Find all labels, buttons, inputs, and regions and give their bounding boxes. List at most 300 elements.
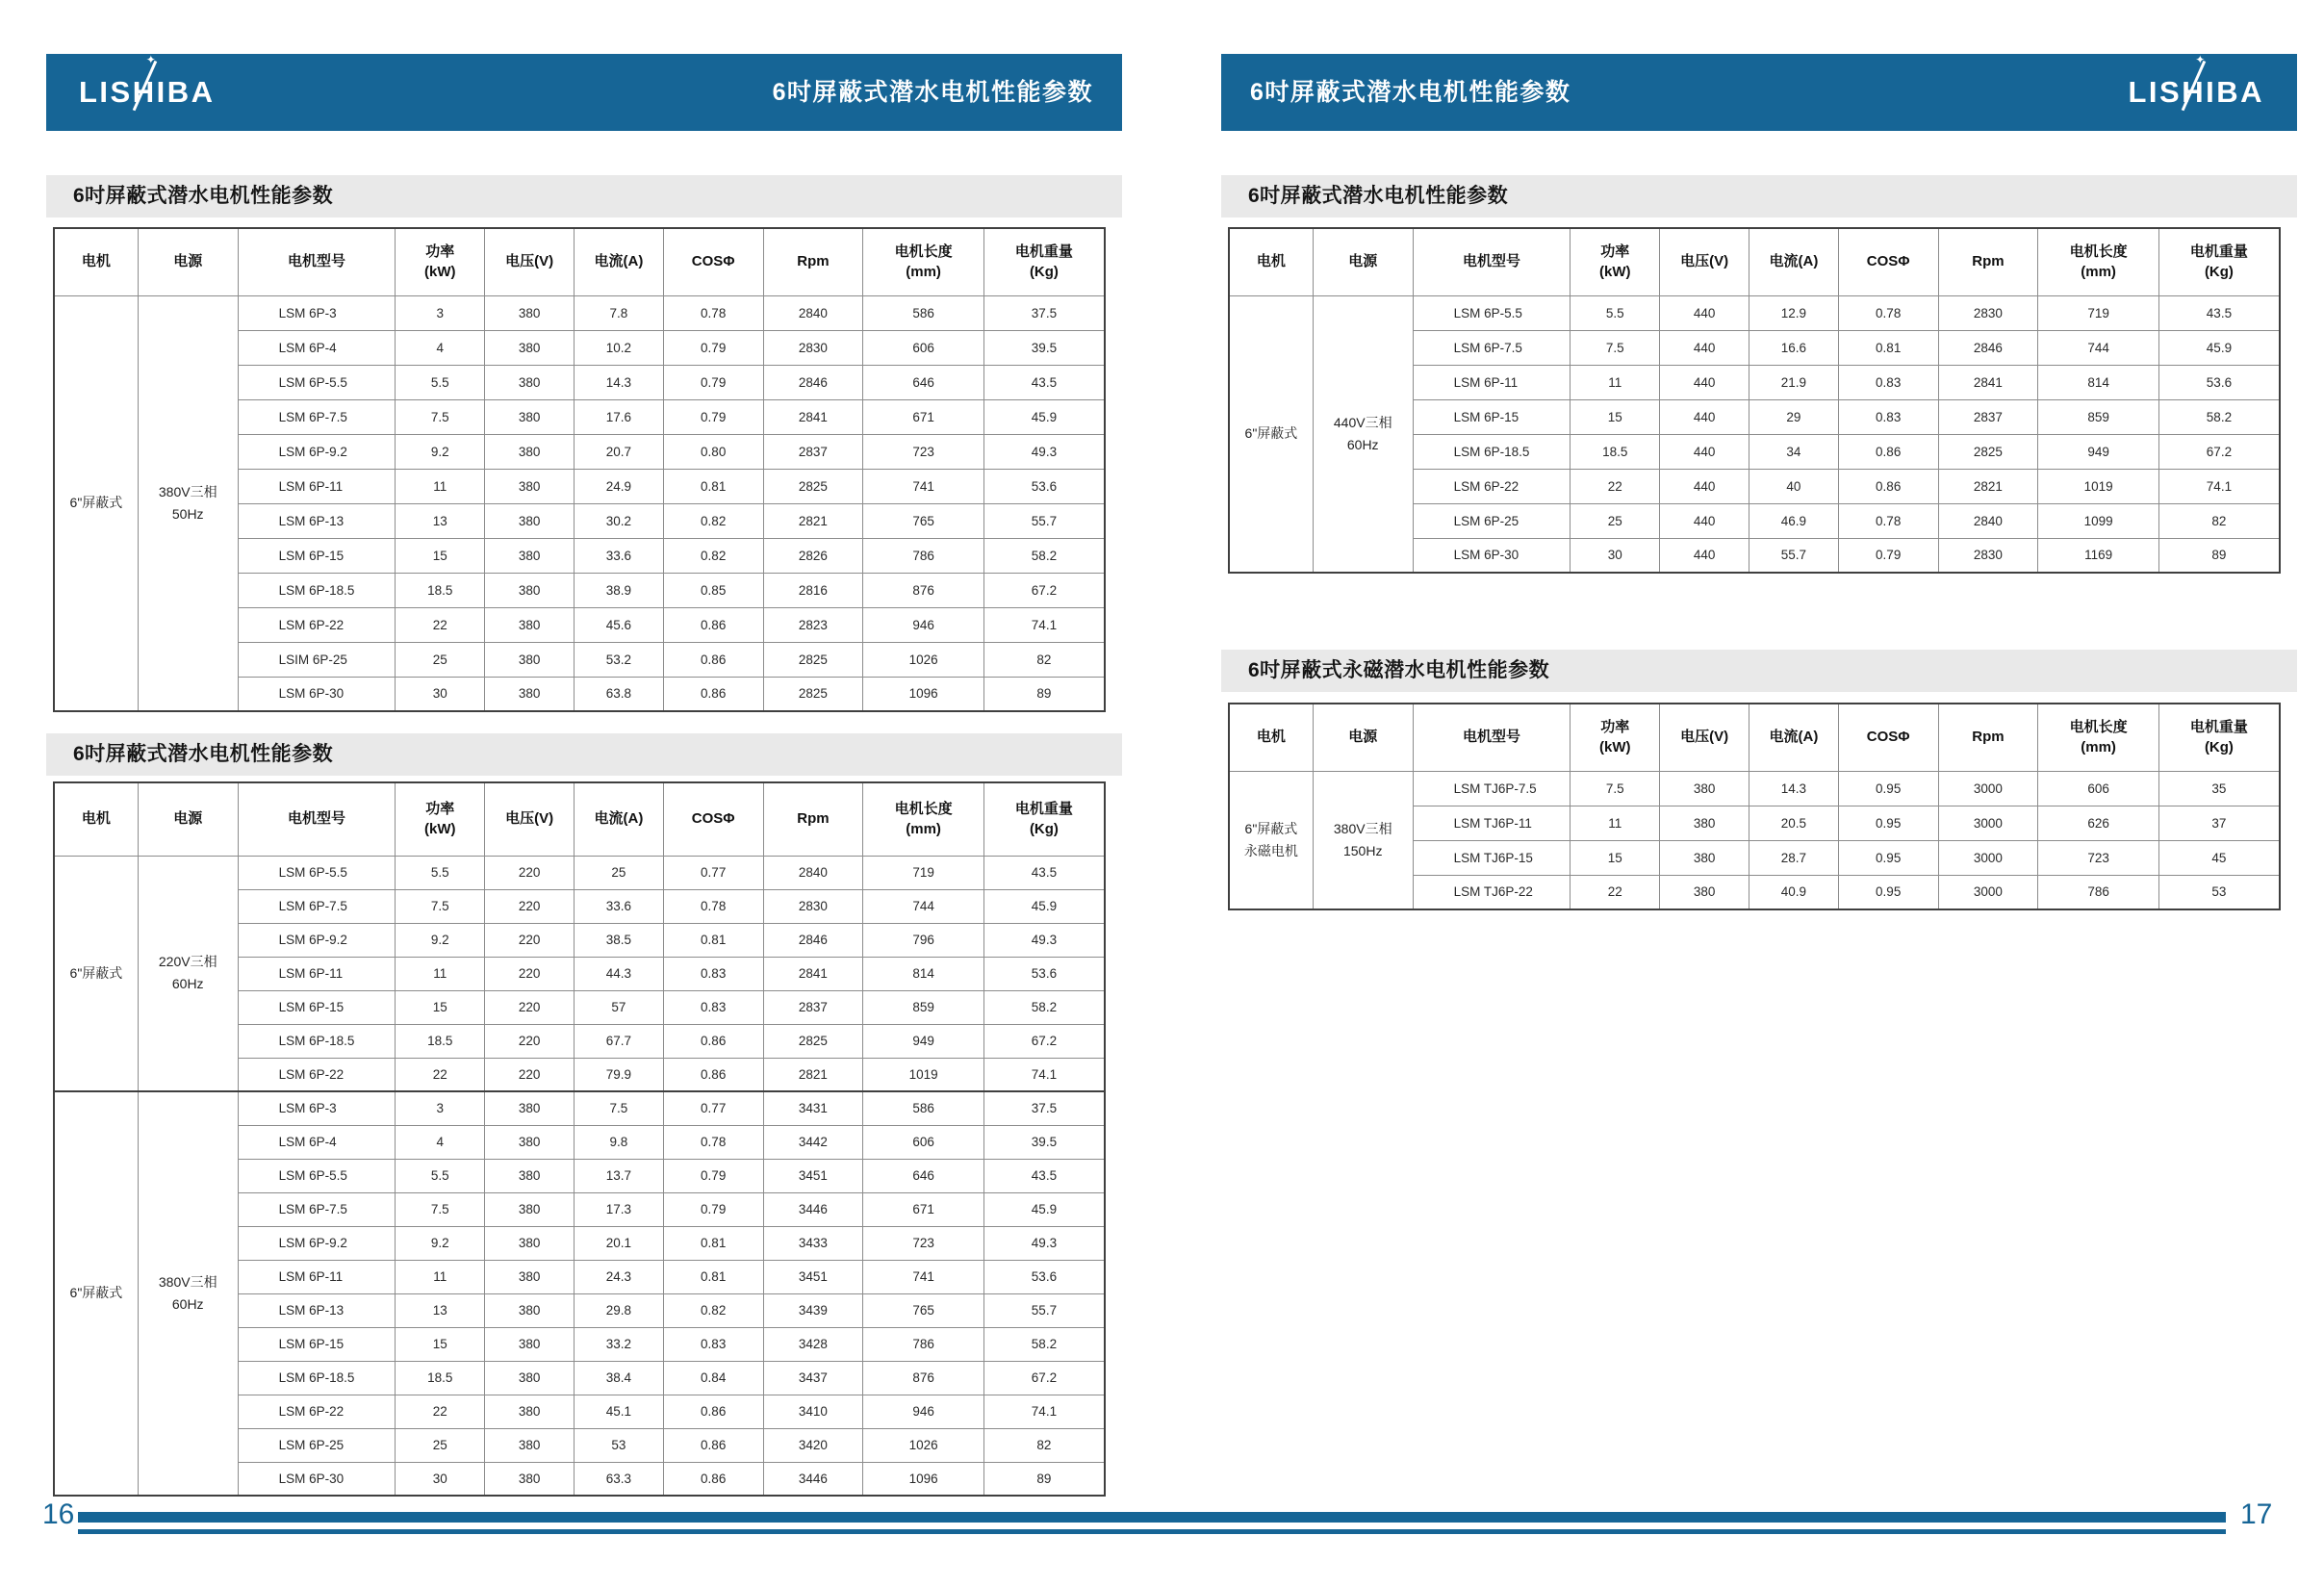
header-row — [54, 782, 1105, 856]
cell-weight-kg: 74.1 — [2158, 469, 2280, 503]
cell-length-mm: 786 — [2038, 875, 2159, 909]
cell-voltage: 440 — [1660, 295, 1749, 330]
cell-voltage: 380 — [485, 365, 575, 399]
page-16 — [46, 0, 1122, 1587]
column-header-4: 电压(V) — [1660, 704, 1749, 771]
cell-model: LSM 6P-30 — [238, 677, 396, 711]
cell-cos-phi: 0.86 — [663, 1395, 763, 1428]
cell-length-mm: 723 — [863, 1226, 984, 1260]
cell-current: 38.5 — [575, 923, 664, 957]
brand-logo — [2128, 53, 2264, 110]
column-header-6: COSΦ — [663, 782, 763, 856]
cell-voltage: 380 — [485, 1260, 575, 1293]
cell-length-mm: 859 — [2038, 399, 2159, 434]
spec-row — [1229, 771, 2280, 806]
cell-model: LSM 6P-7.5 — [1413, 330, 1571, 365]
cell-weight-kg: 37 — [2158, 806, 2280, 840]
cell-length-mm: 786 — [863, 538, 984, 573]
cell-length-mm: 723 — [863, 434, 984, 469]
column-header-4: 电压(V) — [485, 228, 575, 295]
cell-current: 30.2 — [575, 503, 664, 538]
cell-cos-phi: 0.81 — [663, 469, 763, 503]
cell-power-kw: 25 — [396, 642, 485, 677]
cell-length-mm: 1019 — [2038, 469, 2159, 503]
logo-text-suffix: IBA — [2206, 75, 2264, 109]
cell-weight-kg: 58.2 — [2158, 399, 2280, 434]
cell-model: LSM 6P-9.2 — [238, 923, 396, 957]
cell-current: 24.3 — [575, 1260, 664, 1293]
cell-weight-kg: 43.5 — [2158, 295, 2280, 330]
cell-model: LSM 6P-5.5 — [1413, 295, 1571, 330]
cell-cos-phi: 0.86 — [1838, 434, 1938, 469]
cell-voltage: 440 — [1660, 538, 1749, 573]
footer-rule-thin — [78, 1529, 2226, 1534]
cell-cos-phi: 0.95 — [1838, 840, 1938, 875]
column-header-3: 功率 (kW) — [396, 782, 485, 856]
cell-voltage: 380 — [485, 1462, 575, 1496]
cell-voltage: 380 — [485, 642, 575, 677]
cell-cos-phi: 0.79 — [663, 399, 763, 434]
cell-cos-phi: 0.82 — [663, 538, 763, 573]
cell-cos-phi: 0.86 — [663, 1462, 763, 1496]
cell-weight-kg: 37.5 — [983, 1091, 1105, 1125]
cell-length-mm: 796 — [863, 923, 984, 957]
cell-power-kw: 18.5 — [396, 573, 485, 607]
cell-rpm: 3451 — [763, 1260, 863, 1293]
cell-voltage: 380 — [485, 1428, 575, 1462]
cell-cos-phi: 0.85 — [663, 573, 763, 607]
cell-current: 44.3 — [575, 957, 664, 990]
cell-model: LSM 6P-18.5 — [238, 1024, 396, 1058]
cell-length-mm: 671 — [863, 1192, 984, 1226]
cell-current: 20.7 — [575, 434, 664, 469]
cell-model: LSM 6P-25 — [1413, 503, 1571, 538]
cell-current: 7.8 — [575, 295, 664, 330]
cell-weight-kg: 45.9 — [983, 889, 1105, 923]
cell-motor-type: 6"屏蔽式 永磁电机 — [1229, 771, 1313, 909]
cell-model: LSM 6P-22 — [1413, 469, 1571, 503]
cell-rpm: 2825 — [763, 469, 863, 503]
cell-power-kw: 22 — [396, 1058, 485, 1091]
cell-length-mm: 949 — [863, 1024, 984, 1058]
cell-cos-phi: 0.82 — [663, 503, 763, 538]
cell-voltage: 380 — [1660, 806, 1749, 840]
spec-row — [54, 856, 1105, 889]
cell-cos-phi: 0.78 — [663, 1125, 763, 1159]
cell-weight-kg: 89 — [2158, 538, 2280, 573]
cell-weight-kg: 43.5 — [983, 365, 1105, 399]
cell-rpm: 2821 — [763, 1058, 863, 1091]
header-row — [1229, 228, 2280, 295]
cell-length-mm: 765 — [863, 503, 984, 538]
cell-current: 45.6 — [575, 607, 664, 642]
cell-length-mm: 765 — [863, 1293, 984, 1327]
cell-cos-phi: 0.78 — [663, 295, 763, 330]
cell-current: 79.9 — [575, 1058, 664, 1091]
cell-power-kw: 15 — [1571, 840, 1660, 875]
cell-rpm: 2821 — [763, 503, 863, 538]
motor-spec-table-440v-60hz — [1228, 227, 2281, 574]
cell-weight-kg: 53.6 — [983, 1260, 1105, 1293]
cell-cos-phi: 0.79 — [663, 1192, 763, 1226]
cell-voltage: 380 — [485, 1293, 575, 1327]
cell-length-mm: 626 — [2038, 806, 2159, 840]
cell-weight-kg: 89 — [983, 1462, 1105, 1496]
cell-voltage: 440 — [1660, 434, 1749, 469]
cell-model: LSM 6P-15 — [238, 990, 396, 1024]
cell-voltage: 220 — [485, 1024, 575, 1058]
cell-rpm: 2825 — [763, 1024, 863, 1058]
cell-model: LSM TJ6P-22 — [1413, 875, 1571, 909]
cell-current: 33.2 — [575, 1327, 664, 1361]
spec-row — [1229, 295, 2280, 330]
cell-model: LSM 6P-5.5 — [238, 1159, 396, 1192]
cell-power-kw: 18.5 — [396, 1024, 485, 1058]
cell-length-mm: 1096 — [863, 677, 984, 711]
cell-rpm: 2823 — [763, 607, 863, 642]
cell-model: LSM 6P-25 — [238, 1428, 396, 1462]
cell-voltage: 380 — [485, 1226, 575, 1260]
cell-cos-phi: 0.86 — [663, 642, 763, 677]
cell-cos-phi: 0.86 — [663, 1058, 763, 1091]
cell-power-kw: 9.2 — [396, 434, 485, 469]
cell-voltage: 380 — [485, 677, 575, 711]
section-heading-text: 6吋屏蔽式潜水电机性能参数 — [1248, 185, 1509, 207]
cell-rpm: 2841 — [763, 957, 863, 990]
cell-power-kw: 11 — [1571, 365, 1660, 399]
logo-letter-h: H ✦ — [2182, 75, 2206, 110]
cell-model: LSM 6P-7.5 — [238, 889, 396, 923]
cell-length-mm: 1026 — [863, 1428, 984, 1462]
cell-cos-phi: 0.81 — [663, 923, 763, 957]
cell-current: 20.5 — [1749, 806, 1839, 840]
column-header-8: 电机长度 (mm) — [863, 228, 984, 295]
cell-cos-phi: 0.86 — [663, 677, 763, 711]
cell-rpm: 2840 — [1938, 503, 2038, 538]
cell-model: LSM TJ6P-15 — [1413, 840, 1571, 875]
cell-weight-kg: 74.1 — [983, 607, 1105, 642]
cell-weight-kg: 53.6 — [983, 469, 1105, 503]
column-header-3: 功率 (kW) — [396, 228, 485, 295]
cell-cos-phi: 0.95 — [1838, 875, 1938, 909]
cell-cos-phi: 0.83 — [663, 990, 763, 1024]
cell-power-kw: 3 — [396, 1091, 485, 1125]
cell-power-kw: 25 — [396, 1428, 485, 1462]
cell-current: 40 — [1749, 469, 1839, 503]
column-header-2: 电机型号 — [238, 228, 396, 295]
cell-voltage: 380 — [1660, 875, 1749, 909]
cell-cos-phi: 0.82 — [663, 1293, 763, 1327]
motor-group — [54, 1091, 1105, 1496]
column-header-4: 电压(V) — [1660, 228, 1749, 295]
cell-rpm: 3442 — [763, 1125, 863, 1159]
cell-rpm: 3428 — [763, 1327, 863, 1361]
cell-length-mm: 741 — [863, 1260, 984, 1293]
cell-model: LSM 6P-9.2 — [238, 1226, 396, 1260]
cell-voltage: 380 — [1660, 771, 1749, 806]
cell-power-kw: 22 — [396, 1395, 485, 1428]
cell-voltage: 380 — [485, 538, 575, 573]
page-title: 6吋屏蔽式潜水电机性能参数 — [772, 79, 1093, 106]
cell-length-mm: 1099 — [2038, 503, 2159, 538]
cell-length-mm: 786 — [863, 1327, 984, 1361]
cell-length-mm: 646 — [863, 365, 984, 399]
cell-current: 29 — [1749, 399, 1839, 434]
cell-model: LSM 6P-22 — [238, 607, 396, 642]
cell-rpm: 2830 — [763, 330, 863, 365]
cell-cos-phi: 0.86 — [663, 607, 763, 642]
cell-rpm: 2846 — [763, 923, 863, 957]
cell-model: LSM TJ6P-7.5 — [1413, 771, 1571, 806]
cell-current: 34 — [1749, 434, 1839, 469]
cell-length-mm: 946 — [863, 607, 984, 642]
cell-current: 24.9 — [575, 469, 664, 503]
cell-weight-kg: 53.6 — [983, 957, 1105, 990]
cell-model: LSM 6P-3 — [238, 295, 396, 330]
cell-length-mm: 719 — [863, 856, 984, 889]
cell-length-mm: 586 — [863, 295, 984, 330]
cell-current: 33.6 — [575, 538, 664, 573]
cell-cos-phi: 0.79 — [663, 365, 763, 399]
cell-model: LSM 6P-22 — [238, 1058, 396, 1091]
cell-model: LSM 6P-15 — [1413, 399, 1571, 434]
cell-voltage: 440 — [1660, 330, 1749, 365]
page-number-right: 17 — [2240, 1498, 2273, 1530]
cell-current: 38.4 — [575, 1361, 664, 1395]
cell-rpm: 2825 — [1938, 434, 2038, 469]
cell-current: 17.3 — [575, 1192, 664, 1226]
header-row — [54, 228, 1105, 295]
cell-power-kw: 15 — [396, 538, 485, 573]
cell-voltage: 220 — [485, 990, 575, 1024]
cell-power-supply: 380V三相 50Hz — [138, 295, 238, 711]
cell-rpm: 3431 — [763, 1091, 863, 1125]
section-heading-bar — [46, 733, 1122, 776]
cell-current: 55.7 — [1749, 538, 1839, 573]
column-header-7: Rpm — [1938, 704, 2038, 771]
column-header-7: Rpm — [1938, 228, 2038, 295]
cell-power-kw: 13 — [396, 1293, 485, 1327]
cell-power-supply: 220V三相 60Hz — [138, 856, 238, 1091]
cell-power-supply: 440V三相 60Hz — [1313, 295, 1413, 573]
cell-voltage: 380 — [485, 1159, 575, 1192]
cell-rpm: 2816 — [763, 573, 863, 607]
cell-weight-kg: 39.5 — [983, 330, 1105, 365]
cell-motor-type: 6"屏蔽式 — [54, 1091, 138, 1496]
cell-length-mm: 671 — [863, 399, 984, 434]
cell-power-kw: 15 — [396, 990, 485, 1024]
cell-power-kw: 4 — [396, 330, 485, 365]
cell-cos-phi: 0.83 — [1838, 365, 1938, 399]
column-header-1: 电源 — [138, 228, 238, 295]
cell-model: LSM TJ6P-11 — [1413, 806, 1571, 840]
cell-current: 33.6 — [575, 889, 664, 923]
cell-power-kw: 5.5 — [396, 1159, 485, 1192]
cell-power-kw: 22 — [1571, 875, 1660, 909]
page-header-band — [1221, 54, 2297, 131]
cell-rpm: 3000 — [1938, 771, 2038, 806]
column-header-8: 电机长度 (mm) — [863, 782, 984, 856]
column-header-0: 电机 — [54, 228, 138, 295]
cell-length-mm: 723 — [2038, 840, 2159, 875]
cell-length-mm: 1096 — [863, 1462, 984, 1496]
cell-model: LSM 6P-9.2 — [238, 434, 396, 469]
cell-model: LSM 6P-4 — [238, 1125, 396, 1159]
cell-weight-kg: 37.5 — [983, 295, 1105, 330]
cell-model: LSM 6P-30 — [238, 1462, 396, 1496]
cell-power-kw: 15 — [396, 1327, 485, 1361]
cell-model: LSM 6P-7.5 — [238, 399, 396, 434]
cell-length-mm: 1019 — [863, 1058, 984, 1091]
cell-voltage: 380 — [485, 1125, 575, 1159]
cell-power-kw: 25 — [1571, 503, 1660, 538]
cell-voltage: 380 — [485, 503, 575, 538]
cell-voltage: 220 — [485, 923, 575, 957]
column-header-3: 功率 (kW) — [1571, 704, 1660, 771]
cell-power-kw: 9.2 — [396, 1226, 485, 1260]
column-header-9: 电机重量 (Kg) — [2158, 704, 2280, 771]
cell-weight-kg: 55.7 — [983, 503, 1105, 538]
cell-rpm: 2825 — [763, 677, 863, 711]
cell-current: 40.9 — [1749, 875, 1839, 909]
cell-model: LSIM 6P-25 — [238, 642, 396, 677]
cell-weight-kg: 35 — [2158, 771, 2280, 806]
column-header-6: COSΦ — [1838, 704, 1938, 771]
cell-power-kw: 5.5 — [396, 856, 485, 889]
cell-voltage: 220 — [485, 856, 575, 889]
cell-current: 46.9 — [1749, 503, 1839, 538]
cell-current: 63.8 — [575, 677, 664, 711]
cell-rpm: 2837 — [763, 434, 863, 469]
cell-length-mm: 859 — [863, 990, 984, 1024]
column-header-2: 电机型号 — [238, 782, 396, 856]
column-header-5: 电流(A) — [575, 782, 664, 856]
cell-current: 14.3 — [575, 365, 664, 399]
cell-voltage: 380 — [485, 469, 575, 503]
cell-model: LSM 6P-13 — [238, 503, 396, 538]
header-row — [1229, 704, 2280, 771]
spec-row — [54, 1091, 1105, 1125]
cell-rpm: 2846 — [1938, 330, 2038, 365]
cell-cos-phi: 0.83 — [663, 957, 763, 990]
cell-current: 13.7 — [575, 1159, 664, 1192]
cell-weight-kg: 39.5 — [983, 1125, 1105, 1159]
cell-power-kw: 11 — [396, 1260, 485, 1293]
cell-weight-kg: 55.7 — [983, 1293, 1105, 1327]
cell-cos-phi: 0.78 — [663, 889, 763, 923]
cell-weight-kg: 67.2 — [983, 1361, 1105, 1395]
cell-rpm: 2841 — [763, 399, 863, 434]
column-header-1: 电源 — [1313, 228, 1413, 295]
cell-rpm: 2840 — [763, 295, 863, 330]
cell-power-kw: 7.5 — [1571, 330, 1660, 365]
cell-power-kw: 11 — [1571, 806, 1660, 840]
cell-weight-kg: 53.6 — [2158, 365, 2280, 399]
cell-rpm: 2830 — [763, 889, 863, 923]
cell-power-kw: 13 — [396, 503, 485, 538]
cell-model: LSM 6P-7.5 — [238, 1192, 396, 1226]
cell-weight-kg: 58.2 — [983, 538, 1105, 573]
cell-voltage: 380 — [485, 1192, 575, 1226]
cell-cos-phi: 0.86 — [663, 1024, 763, 1058]
cell-cos-phi: 0.78 — [1838, 503, 1938, 538]
cell-cos-phi: 0.79 — [1838, 538, 1938, 573]
cell-weight-kg: 58.2 — [983, 990, 1105, 1024]
column-header-9: 电机重量 (Kg) — [983, 782, 1105, 856]
logo-star-icon: ✦ — [2195, 53, 2208, 66]
cell-rpm: 2826 — [763, 538, 863, 573]
cell-model: LSM 6P-18.5 — [238, 573, 396, 607]
cell-rpm: 3439 — [763, 1293, 863, 1327]
cell-model: LSM 6P-22 — [238, 1395, 396, 1428]
cell-voltage: 380 — [485, 607, 575, 642]
cell-cos-phi: 0.79 — [663, 1159, 763, 1192]
column-header-7: Rpm — [763, 228, 863, 295]
column-header-1: 电源 — [1313, 704, 1413, 771]
cell-current: 29.8 — [575, 1293, 664, 1327]
cell-length-mm: 719 — [2038, 295, 2159, 330]
cell-cos-phi: 0.80 — [663, 434, 763, 469]
cell-weight-kg: 58.2 — [983, 1327, 1105, 1361]
logo-text-suffix: IBA — [156, 75, 216, 109]
section-heading-text: 6吋屏蔽式潜水电机性能参数 — [73, 185, 334, 207]
cell-voltage: 380 — [485, 399, 575, 434]
cell-current: 20.1 — [575, 1226, 664, 1260]
motor-spec-table-permanent-magnet — [1228, 703, 2281, 910]
cell-weight-kg: 82 — [983, 642, 1105, 677]
cell-power-kw: 11 — [396, 469, 485, 503]
cell-model: LSM 6P-11 — [238, 469, 396, 503]
column-header-5: 电流(A) — [1749, 228, 1839, 295]
footer-rule-thick — [78, 1512, 2226, 1523]
cell-voltage: 220 — [485, 889, 575, 923]
cell-rpm: 3420 — [763, 1428, 863, 1462]
cell-rpm: 2837 — [1938, 399, 2038, 434]
motor-group — [54, 856, 1105, 1091]
cell-motor-type: 6"屏蔽式 — [1229, 295, 1313, 573]
column-header-7: Rpm — [763, 782, 863, 856]
page-header-band — [46, 54, 1122, 131]
cell-current: 14.3 — [1749, 771, 1839, 806]
cell-weight-kg: 82 — [2158, 503, 2280, 538]
cell-rpm: 3000 — [1938, 875, 2038, 909]
cell-model: LSM 6P-15 — [238, 538, 396, 573]
cell-model: LSM 6P-18.5 — [238, 1361, 396, 1395]
cell-power-kw: 18.5 — [396, 1361, 485, 1395]
logo-letter-h: H ✦ — [133, 75, 157, 110]
cell-weight-kg: 49.3 — [983, 434, 1105, 469]
cell-model: LSM 6P-5.5 — [238, 856, 396, 889]
cell-rpm: 2821 — [1938, 469, 2038, 503]
logo-text-prefix: LIS — [79, 75, 133, 109]
cell-length-mm: 606 — [863, 1125, 984, 1159]
cell-motor-type: 6"屏蔽式 — [54, 856, 138, 1091]
cell-length-mm: 744 — [2038, 330, 2159, 365]
cell-weight-kg: 43.5 — [983, 856, 1105, 889]
cell-model: LSM 6P-5.5 — [238, 365, 396, 399]
cell-power-kw: 9.2 — [396, 923, 485, 957]
cell-power-kw: 18.5 — [1571, 434, 1660, 469]
cell-cos-phi: 0.95 — [1838, 771, 1938, 806]
cell-model: LSM 6P-4 — [238, 330, 396, 365]
cell-voltage: 380 — [485, 434, 575, 469]
cell-voltage: 220 — [485, 957, 575, 990]
cell-current: 9.8 — [575, 1125, 664, 1159]
cell-power-kw: 7.5 — [396, 889, 485, 923]
cell-rpm: 2837 — [763, 990, 863, 1024]
cell-length-mm: 606 — [2038, 771, 2159, 806]
cell-cos-phi: 0.84 — [663, 1361, 763, 1395]
